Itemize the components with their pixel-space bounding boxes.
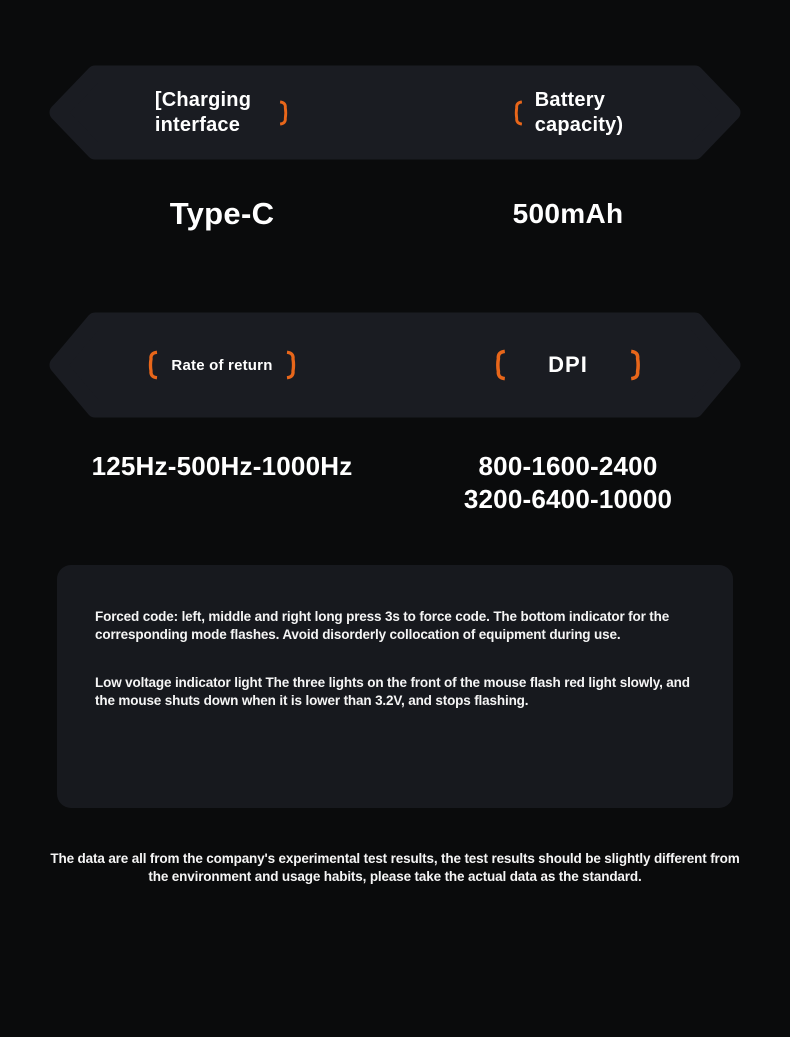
dpi-label: DPI	[548, 352, 588, 377]
spec-values-row1	[49, 190, 741, 238]
orange-bracket-close-icon	[630, 349, 642, 381]
dpi-header	[395, 312, 741, 418]
battery-capacity-label	[535, 88, 624, 138]
battery-capacity-value: 500mAh	[512, 198, 624, 229]
spec-banner-row1	[49, 65, 741, 160]
disclaimer-text: The data are all from the company's experimental test results, the test results should be slightly different from the environment and usage habits, please take the actual data as the standard.	[50, 851, 740, 884]
battery-capacity-header	[395, 65, 741, 160]
notes-card	[57, 565, 733, 808]
battery-capacity-label-line1: Battery	[534, 88, 606, 111]
spec-banner-row2	[49, 312, 741, 418]
charging-interface-label	[155, 88, 251, 138]
rate-of-return-header	[49, 312, 395, 418]
charging-interface-value: Type-C	[169, 196, 275, 231]
orange-bracket-open-icon	[513, 100, 523, 126]
orange-bracket-open-icon	[494, 349, 506, 381]
orange-bracket-close-icon	[279, 100, 289, 126]
orange-bracket-open-icon	[147, 350, 158, 380]
battery-capacity-label-line2: capacity)	[534, 113, 624, 136]
spec-values-row2	[49, 450, 741, 516]
charging-interface-header	[49, 65, 395, 160]
rate-of-return-value: 125Hz-500Hz-1000Hz	[91, 451, 353, 481]
dpi-value	[395, 450, 741, 516]
forced-code-note: Forced code: left, middle and right long press 3s to force code. The bottom indicator for the corresponding mode flashes. Avoid disorderly collocation of equipment during use.	[95, 609, 670, 642]
dpi-value-line2: 3200-6400-10000	[463, 484, 673, 514]
charging-interface-label-line1: [Charging	[154, 88, 252, 111]
orange-bracket-close-icon	[286, 350, 297, 380]
charging-interface-label-line2: interface	[154, 113, 241, 136]
dpi-value-line1: 800-1600-2400	[478, 451, 658, 481]
low-voltage-note: Low voltage indicator light The three lights on the front of the mouse flash red light slowly, and the mouse shuts down when it is lower than 3.2V, and stops flashing.	[95, 675, 690, 708]
rate-of-return-label: Rate of return	[171, 356, 273, 374]
